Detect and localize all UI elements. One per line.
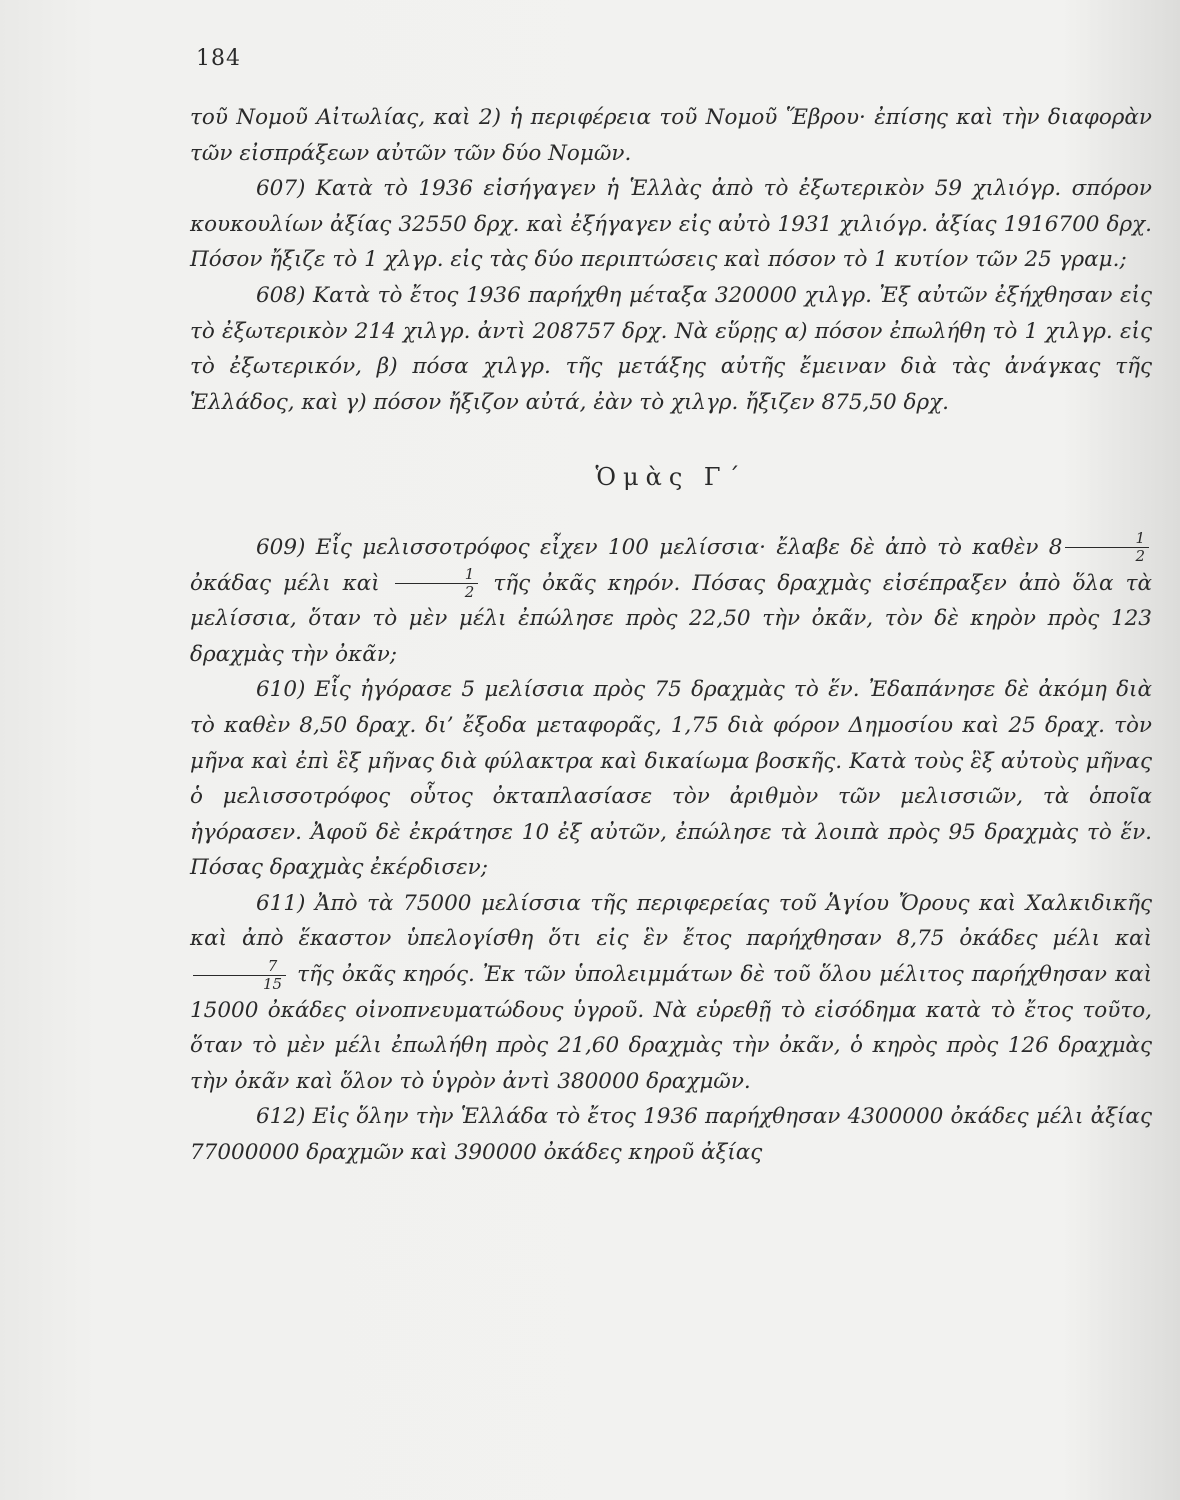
page-number: 184 bbox=[196, 46, 241, 71]
fraction-numerator: 7 bbox=[193, 958, 286, 976]
problem-612: 612) Εἰς ὅλην τὴν Ἑλλάδα τὸ ἔτος 1936 παρήχθησαν 4300000 ὀκάδες μέλι ἀξίας 77000000 δραχμῶν καὶ 390000 ὀκάδες κηροῦ ἀξίας bbox=[190, 1104, 1152, 1166]
problem-610: 610) Εἷς ἠγόρασε 5 μελίσσια πρὸς 75 δραχμὰς τὸ ἕν. Ἐδαπάνησε δὲ ἀκόμη διὰ τὸ καθὲν 8,50 δραχ. δι’ ἔξοδα μεταφορᾶς, 1,75 διὰ φόρον Δημοσίου καὶ 25 δραχ. τὸν μῆνα καὶ ἐπὶ ἓξ μῆνας διὰ φύλακτρα καὶ δικαίωμα βοσκῆς. Κατὰ τοὺς ἓξ αὐτοὺς μῆνας ὁ μελισσοτρόφος οὗτος ὀκταπλασίασε τὸν ἀριθμὸν τῶν μελισσιῶν, τὰ ὁποῖα ἠγόρασεν. Ἀφοῦ δὲ ἐκράτησε 10 ἐξ αὐτῶν, ἐπώλησε τὰ λοιπὰ πρὸς 95 δραχμὰς τὸ ἕν. Πόσας δραχμὰς ἐκέρδισεν; bbox=[190, 677, 1152, 881]
problem-611 bbox=[190, 886, 1152, 1100]
fraction-numerator: 1 bbox=[1065, 530, 1149, 548]
problem-607: 607) Κατὰ τὸ 1936 εἰσήγαγεν ἡ Ἑλλὰς ἀπὸ τὸ ἐξωτερικὸν 59 χιλιόγρ. σπόρον κουκουλίων ἀξίας 32550 δρχ. καὶ ἐξήγαγεν εἰς αὐτὸ 1931 χιλιόγρ. ἀξίας 1916700 δρχ. Πόσον ἤξιζε τὸ 1 χλγρ. εἰς τὰς δύο περιπτώσεις καὶ πόσον τὸ 1 κυτίον τῶν 25 γραμ.; bbox=[190, 176, 1152, 273]
body-text bbox=[190, 100, 1152, 1171]
fraction bbox=[193, 958, 286, 993]
problem-609 bbox=[190, 530, 1152, 672]
problem-608: 608) Κατὰ τὸ ἔτος 1936 παρήχθη μέταξα 320000 χιλγρ. Ἐξ αὐτῶν ἐξήχθησαν εἰς τὸ ἐξωτερικὸν 214 χιλγρ. ἀντὶ 208757 δρχ. Νὰ εὕρῃς α) πόσον ἐπωλήθη τὸ 1 χιλγρ. εἰς τὸ ἐξωτερικόν, β) πόσα χιλγρ. τῆς μετάξης αὐτῆς ἔμειναν διὰ τὰς ἀνάγκας τῆς Ἑλλάδος, καὶ γ) πόσον ἤξιζον αὐτά, ἐὰν τὸ χιλγρ. ἤξιζεν 875,50 δρχ. bbox=[190, 282, 1152, 415]
problem-611-text-b: τῆς ὀκᾶς κηρός. Ἐκ τῶν ὑπολειμμάτων δὲ τοῦ ὅλου μέλιτος παρήχθησαν καὶ 15000 ὀκάδες οἰνοπνευματώδους ὑγροῦ. Νὰ εὑρεθῇ τὸ εἰσόδημα κατὰ τὸ ἔτος τοῦτο, ὅταν τὸ μὲν μέλι ἐπωλήθη πρὸς 21,60 δραχμὰς τὴν ὀκᾶν, ὁ κηρὸς πρὸς 126 δραχμὰς τὴν ὀκᾶν καὶ ὅλον τὸ ὑγρὸν ἀντὶ 380000 δραχμῶν. bbox=[190, 962, 1152, 1094]
fraction-denominator: 15 bbox=[263, 974, 283, 993]
problem-609-text-c: τῆς ὀκᾶς κηρόν. Πόσας δραχμὰς εἰσέπραξεν ἀπὸ ὅλα τὰ μελίσσια, ὅταν τὸ μὲν μέλι ἐπώλησε πρὸς 22,50 τὴν ὀκᾶν, τὸν δὲ κηρὸν πρὸς 123 δραχμὰς τὴν ὀκᾶν; bbox=[190, 570, 1153, 667]
problem-609-text-a: 609) Εἷς μελισσοτρόφος εἶχεν 100 μελίσσια· ἔλαβε δὲ ἀπὸ τὸ καθὲν 8 bbox=[256, 534, 1063, 560]
fraction bbox=[1065, 530, 1149, 565]
paragraph-continued: τοῦ Νομοῦ Αἰτωλίας, καὶ 2) ἡ περιφέρεια τοῦ Νομοῦ Ἕβρου· ἐπίσης καὶ τὴν διαφορὰν τῶν εἰσπράξεων αὐτῶν τῶν δύο Νομῶν. bbox=[190, 105, 1152, 166]
fraction bbox=[395, 566, 479, 601]
section-title: Ὁμὰς Γ΄ bbox=[595, 463, 747, 492]
fraction-denominator: 2 bbox=[464, 583, 475, 602]
problem-609-text-b: ὀκάδας μέλι καὶ bbox=[190, 570, 380, 596]
fraction-numerator: 1 bbox=[395, 566, 479, 584]
fraction-denominator: 2 bbox=[1135, 547, 1145, 566]
problem-611-text-a: 611) Ἀπὸ τὰ 75000 μελίσσια τῆς περιφερείας τοῦ Ἁγίου Ὄρους καὶ Χαλκιδικῆς καὶ ἀπὸ ἕκαστον ὑπελογίσθη ὅτι εἰς ἓν ἔτος παρήχθησαν 8,75 ὀκάδες μέλι καὶ bbox=[190, 890, 1152, 952]
